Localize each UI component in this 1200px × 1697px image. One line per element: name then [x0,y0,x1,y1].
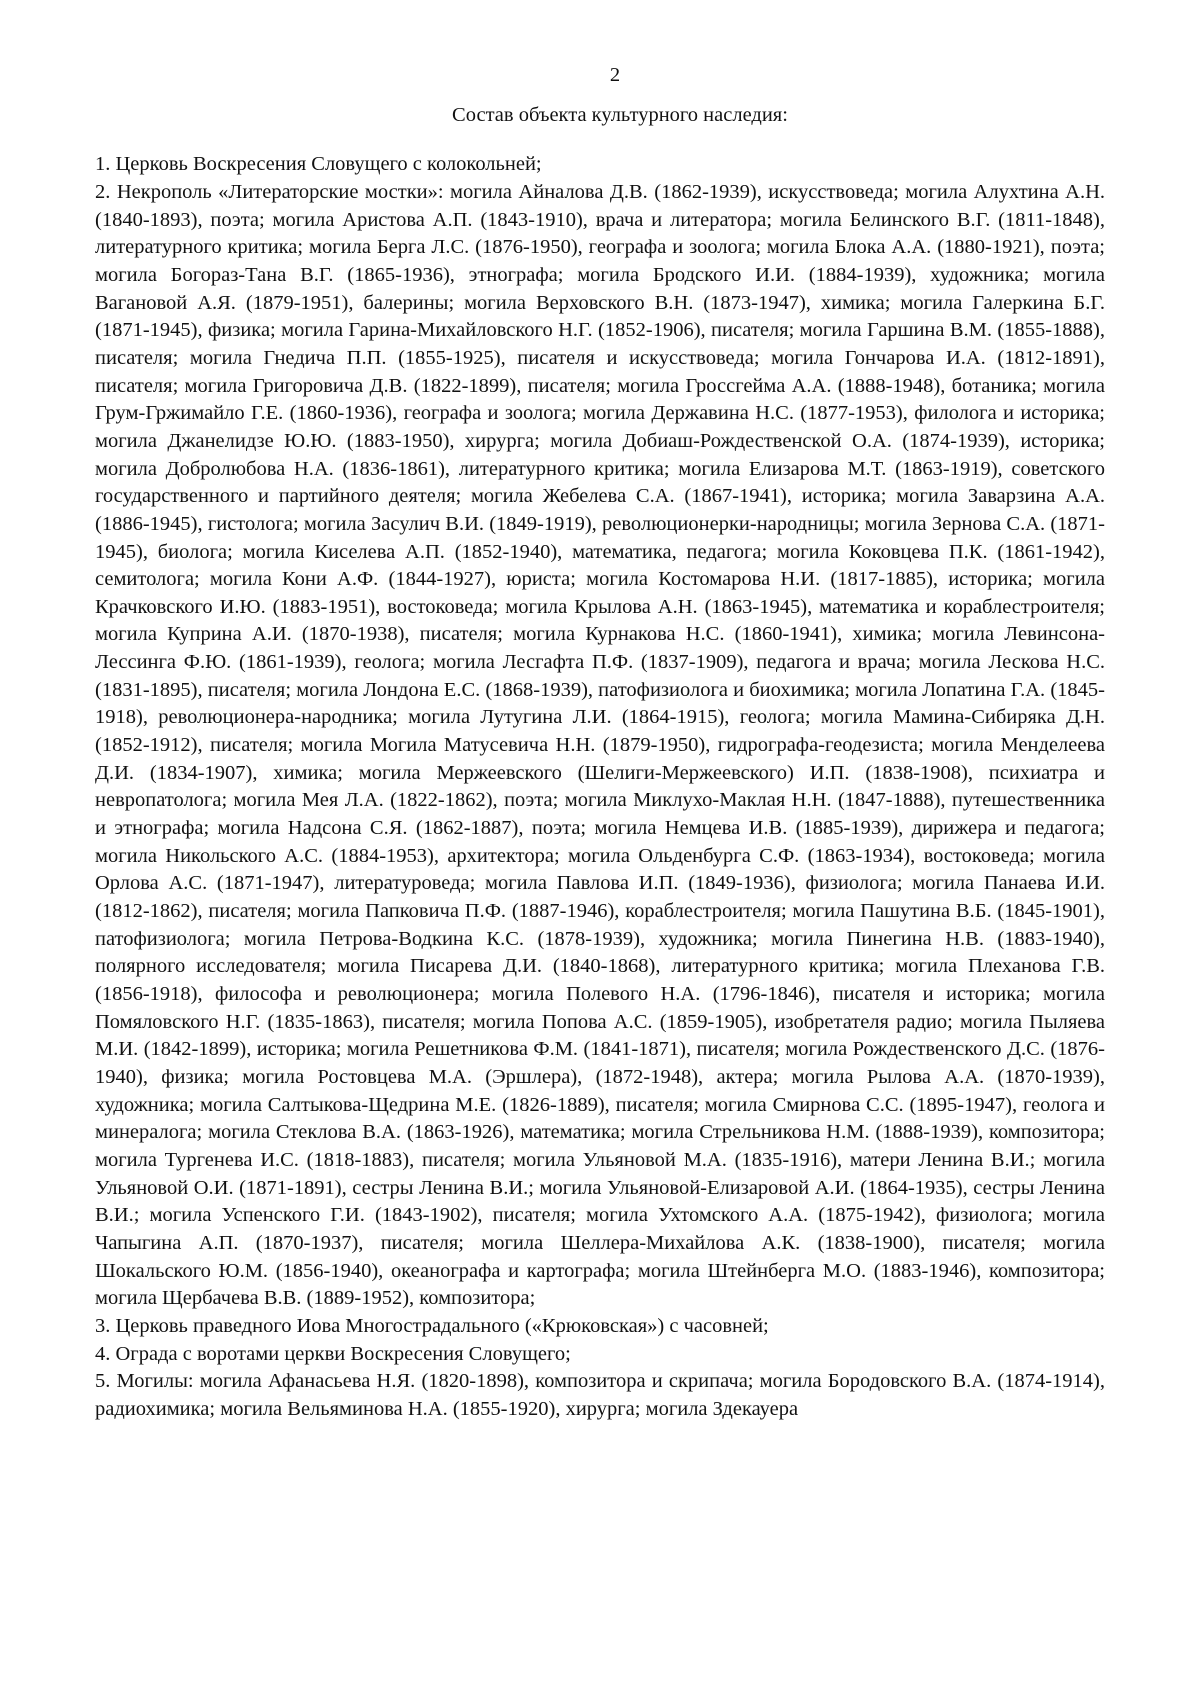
item-number: 1. [95,153,111,176]
item-text: Церковь Воскресения Словущего с колокольней; [115,153,542,176]
document-page [95,62,1105,1424]
item-number: 2. [95,180,111,203]
item-text: Ограда с воротами церкви Воскресения Словущего; [115,1342,571,1365]
list-item-5 [95,1368,1105,1423]
list-item-2 [95,179,1105,1313]
list-item-1 [95,151,1105,179]
item-text: Могилы: могила Афанасьева Н.Я. (1820-1898), композитора и скрипача; могила Бородовского В.А. (1874-1914), радиохимика; могила Вельяминова Н.А. (1855-1920), хирурга; могила Здекауера [95,1370,1105,1420]
item-text: Церковь праведного Иова Многострадального («Крюковская») с часовней; [115,1314,769,1337]
item-number: 5. [95,1370,111,1393]
page-number: 2 [609,64,621,86]
item-text: Некрополь «Литераторские мостки»: могила Айналова Д.В. (1862-1939), искусствоведа; могила Алухтина А.Н. (1840-1893), поэта; могила Аристова А.П. (1843-1910), врача и литератора; могила Белинского В.Г. (1811-1848), литературного критика; могила Берга Л.С. (1876-1950), географа и зоолога; могила Блока А.А. (1880-1921), поэта; могила Богораз-Тана В.Г. (1865-1936), этнографа; могила Бродского И.И. (1884-1939), художника; могила Вагановой А.Я. (1879-1951), балерины; могила Верховского В.Н. (1873-1947), химика; могила Галеркина Б.Г. (1871-1945), физика; могила Гарина-Михайловского Н.Г. (1852-1906), писателя; могила Гаршина В.М. (1855-1888), писателя; могила Гнедича П.П. (1855-1925), писателя и искусствоведа; могила Гончарова И.А. (1812-1891), писателя; могила Григоровича Д.В. (1822-1899), писателя; могила Гроссгейма А.А. (1888-1948), ботаника; могила Грум-Гржимайло Г.Е. (1860-1936), географа и зоолога; могила Державина Н.С. (1877-1953), филолога и историка; могила Джанелидзе Ю.Ю. (1883-1950), хирурга; могила Добиаш-Рождественской О.А. (1874-1939), историка; могила Добролюбова Н.А. (1836-1861), литературного критика; могила Елизарова М.Т. (1863-1919), советского государственного и партийного деятеля; могила Жебелева С.А. (1867-1941), историка; могила Заварзина А.А. (1886-1945), гистолога; могила Засулич В.И. (1849-1919), революционерки-народницы; могила Зернова С.А. (1871-1945), биолога; могила Киселева А.П. (1852-1940), математика, педагога; могила Коковцева П.К. (1861-1942), семитолога; могила Кони А.Ф. (1844-1927), юриста; могила Костомарова Н.И. (1817-1885), историка; могила Крачковского И.Ю. (1883-1951), востоковеда; могила Крылова А.Н. (1863-1945), математика и кораблестроителя; могила Куприна А.И. (1870-1938), писателя; могила Курнакова Н.С. (1860-1941), химика; могила Левинсона-Лессинга Ф.Ю. (1861-1939), геолога; могила Лесгафта П.Ф. (1837-1909), педагога и врача; могила Лескова Н.С. (1831-1895), писателя; могила Лондона Е.С. (1868-1939), патофизиолога и биохимика; могила Лопатина Г.А. (1845-1918), революционера-народника; могила Лутугина Л.И. (1864-1915), геолога; могила Мамина-Сибиряка Д.Н. (1852-1912), писателя; могила Могила Матусевича Н.Н. (1879-1950), гидрографа-геодезиста; могила Менделеева Д.И. (1834-1907), химика; могила Мержеевского (Шелиги-Мержеевского) И.П. (1838-1908), психиатра и невропатолога; могила Мея Л.А. (1822-1862), поэта; могила Миклухо-Маклая Н.Н. (1847-1888), путешественника и этнографа; могила Надсона С.Я. (1862-1887), поэта; могила Немцева И.В. (1885-1939), дирижера и педагога; могила Никольского А.С. (1884-1953), архитектора; могила Ольденбурга С.Ф. (1863-1934), востоковеда; могила Орлова А.С. (1871-1947), литературоведа; могила Павлова И.П. (1849-1936), физиолога; могила Панаева И.И. (1812-1862), писателя; могила Папковича П.Ф. (1887-1946), кораблестроителя; могила Пашутина В.Б. (1845-1901), патофизиолога; могила Петрова-Водкина К.С. (1878-1939), художника; могила Пинегина Н.В. (1883-1940), полярного исследователя; могила Писарева Д.И. (1840-1868), литературного критика; могила Плеханова Г.В. (1856-1918), философа и революционера; могила Полевого Н.А. (1796-1846), писателя и историка; могила Помяловского Н.Г. (1835-1863), писателя; могила Попова А.С. (1859-1905), изобретателя радио; могила Пыляева М.И. (1842-1899), историка; могила Решетникова Ф.М. (1841-1871), писателя; могила Рождественского Д.С. (1876-1940), физика; могила Ростовцева М.А. (Эршлера), (1872-1948), актера; могила Рылова А.А. (1870-1939), художника; могила Салтыкова-Щедрина М.Е. (1826-1889), писателя; могила Смирнова С.С. (1895-1947), геолога и минералога; могила Стеклова В.А. (1863-1926), математика; могила Стрельникова Н.М. (1888-1939), композитора; могила Тургенева И.С. (1818-1883), писателя; могила Ульяновой М.А. (1835-1916), матери Ленина В.И.; могила Ульяновой О.И. (1871-1891), сестры Ленина В.И.; могила Ульяновой-Елизаровой А.И. (1864-1935), сестры Ленина В.И.; могила Успенского Г.И. (1843-1902), писателя; могила Ухтомского А.А. (1875-1942), физиолога; могила Чапыгина А.П. (1870-1937), писателя; могила Шеллера-Михайлова А.К. (1838-1900), писателя; могила Шокальского Ю.М. (1856-1940), океанографа и картографа; могила Штейнберга М.О. (1883-1946), композитора; могила Щербачева В.В. (1889-1952), композитора; [95,180,1105,1310]
list-item-4 [95,1341,1105,1369]
item-number: 3. [95,1314,111,1337]
list-item-3 [95,1313,1105,1341]
item-number: 4. [95,1342,111,1365]
document-title: Состав объекта культурного наследия: [452,103,788,126]
